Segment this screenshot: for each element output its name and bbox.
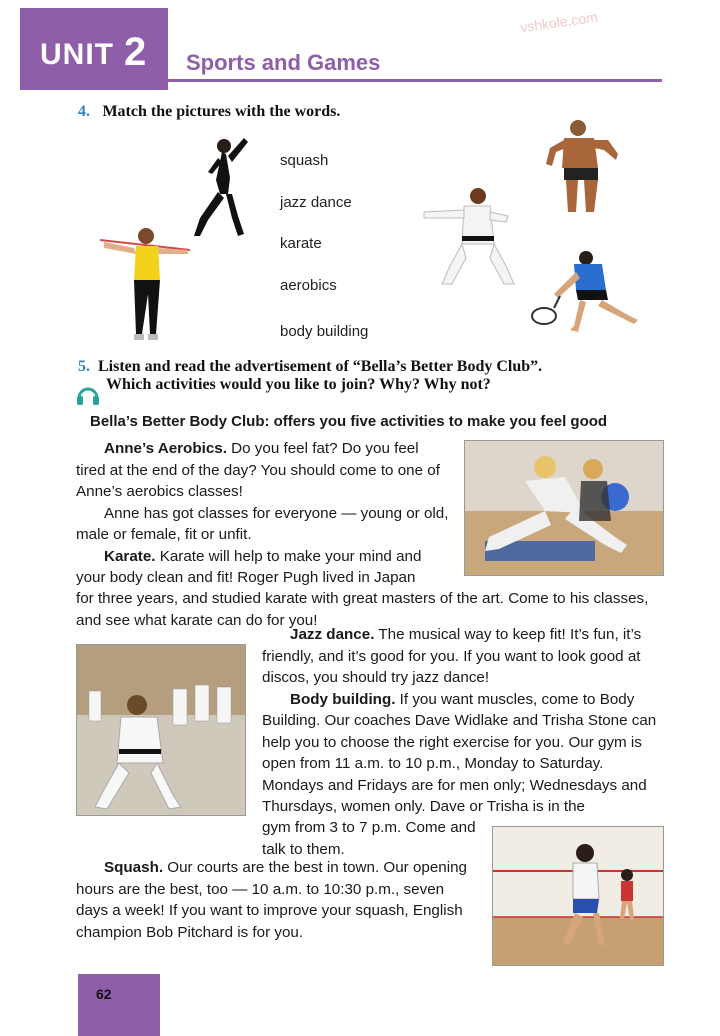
karate-title: Karate. [104, 547, 156, 565]
title-underline [168, 79, 662, 82]
watermark: vshkole.com [519, 8, 599, 36]
karate-text: Karate will help to make your mind and your body clean and fit! Roger Pugh lived in Japan [76, 547, 422, 586]
aerobics-text-2: Anne has got classes for everyone — young or old, male or female, fit or unfit. [76, 504, 449, 543]
karate-picture [420, 186, 524, 290]
page-number-tab [78, 974, 160, 1036]
exercise-4-instruction: 4. Match the pictures with the words. [78, 103, 341, 120]
word-body-building: body building [280, 323, 369, 340]
aerobics-picture [96, 224, 194, 344]
jazz-bodybuilding-block [262, 624, 664, 818]
word-aerobics: aerobics [280, 277, 337, 294]
unit-number: 2 [124, 30, 147, 74]
squash-player-picture [526, 250, 642, 336]
headphones-icon [76, 384, 100, 404]
squash-title: Squash. [104, 859, 164, 876]
unit-label: UNIT [40, 38, 114, 71]
aerobics-text: Do you feel fat? Do you feel tired at the end of the day? You should come to one of Anne’s aerobics classes! [76, 440, 440, 500]
body-building-text: If you want muscles, come to Body Building. Our coaches Dave Widlake and Trisha Stone can help you to choose the right exercise for you. Our gym is open from 11 a.m. to 10 p.m., Monday to Saturday. Mondays and Fridays are for men only; Wednesdays and Thursdays, women only. Dave or Trisha is in the [262, 690, 657, 815]
word-karate: karate [280, 235, 322, 252]
jazz-dancer-picture [186, 132, 252, 244]
word-squash: squash [280, 152, 329, 169]
aerobics-title: Anne’s Aerobics. [104, 440, 227, 457]
body-building-title: Body building. [290, 690, 396, 708]
page-number: 62 [96, 986, 112, 1002]
squash-text: Our courts are the best in town. Our opening hours are the best, too — 10 a.m. to 10:30 p.m., seven days a week! If you want to improve your squash, English champion Bob Pitchard is for you. [76, 859, 467, 941]
bodybuilder-picture [544, 118, 624, 214]
squash-block [76, 857, 476, 943]
body-building-text-continued: gym from 3 to 7 p.m. Come and talk to them. [262, 819, 476, 858]
squash-court-photo [492, 826, 664, 966]
article-heading: Bella’s Better Body Club: offers you five activities to make you feel good [90, 413, 608, 430]
karate-text-continued: for three years, and studied karate with great masters of the art. Come to his classes, and see what karate can do for you! [76, 590, 649, 629]
jazz-text: The musical way to keep fit! It’s fun, it’s friendly, and it’s good for you. If you want to look good at discos, you should try jazz dance! [262, 626, 642, 686]
exercise-5-instruction: 5. Listen and read the advertisement of “Bella’s Better Body Club”. Which activities would you like to join? Why? Why not? [78, 358, 543, 393]
jazz-title: Jazz dance. [290, 626, 375, 643]
aerobics-class-photo [464, 440, 664, 576]
aerobics-karate-block [76, 438, 452, 589]
page-title: Sports and Games [186, 50, 381, 75]
word-jazz-dance: jazz dance [280, 194, 352, 211]
karate-class-photo [76, 644, 246, 816]
